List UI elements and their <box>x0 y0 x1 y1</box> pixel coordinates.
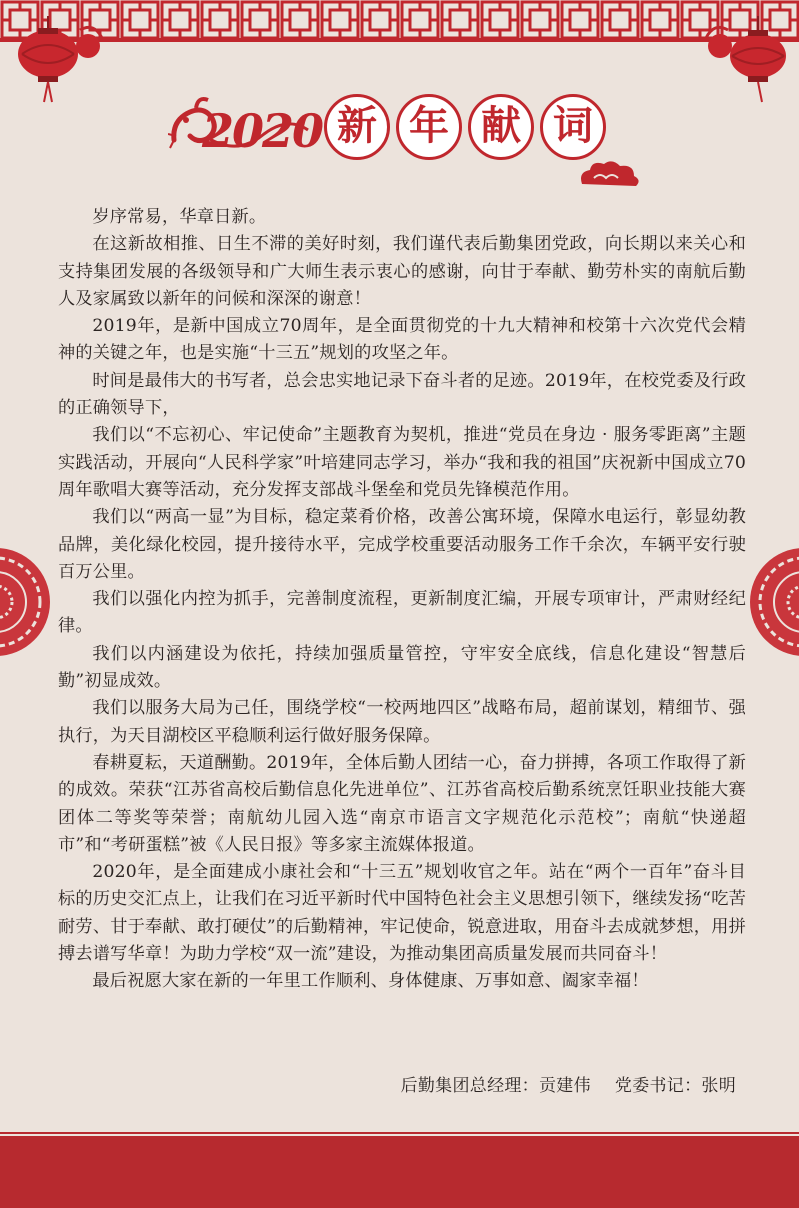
paragraph: 时间是最伟大的书写者，总会忠实地记录下奋斗者的足迹。2019年，在校党委及行政的正确领导下， <box>58 370 746 419</box>
title-char-xian: 献 <box>468 94 534 160</box>
medallion-icon <box>748 546 799 658</box>
footer-divider <box>0 1132 799 1134</box>
cloud-icon <box>578 158 642 192</box>
paragraph: 2020年，是全面建成小康社会和“十三五”规划收官之年。站在“两个一百年”奋斗目标的历史交汇点上，让我们在习近平新时代中国特色社会主义思想引领下，继续发扬“吃苦耐劳、甘于奉献、敢打硬仗”的后勤精神，牢记使命，锐意进取，用奋斗去成就梦想，用拼搏去谱写华章！为助力学校“双一流”建设，为推动集团高质量发展而共同奋斗！ <box>58 862 746 965</box>
title-banner <box>168 80 608 180</box>
paragraph: 我们以“两高一显”为目标，稳定菜肴价格，改善公寓环境，保障水电运行，彰显幼教品牌，美化绿化校园，提升接待水平，完成学校重要活动服务工作千余次，车辆平安行驶百万公里。 <box>58 507 746 582</box>
paragraph: 最后祝愿大家在新的一年里工作顺利、身体健康、万事如意、阖家幸福！ <box>92 971 649 992</box>
paragraph: 在这新故相推、日生不滞的美好时刻，我们谨代表后勤集团党政，向长期以来关心和支持集团发展的各级领导和广大师生表示衷心的感谢，向甘于奉献、勤劳朴实的南航后勤人及家属致以新年的问候和深深的谢意！ <box>58 234 746 309</box>
signature <box>58 1073 736 1099</box>
title-char-ci: 词 <box>540 94 606 160</box>
medallion-icon <box>0 546 52 658</box>
lantern-icon <box>8 16 108 106</box>
paragraph: 我们以“不忘初心、牢记使命”主题教育为契机，推进“党员在身边 · 服务零距离”主题实践活动，开展向“人民科学家”叶培建同志学习，举办“我和我的祖国”庆祝新中国成立70周年歌唱大赛等活动，充分发挥支部战斗堡垒和党员先锋模范作用。 <box>58 425 746 500</box>
lattice-border-icon <box>0 0 799 44</box>
paragraph: 岁序常易，华章日新。 <box>92 207 267 227</box>
footer-band <box>0 1136 799 1208</box>
signature-secretary: 党委书记：张明 <box>614 1076 736 1096</box>
letter-body <box>58 204 746 996</box>
lantern-icon <box>698 16 798 106</box>
year-script: 2020 <box>202 104 323 158</box>
title-char-xin: 新 <box>324 94 390 160</box>
signature-manager: 后勤集团总经理：贡建伟 <box>400 1076 591 1096</box>
paragraph: 2019年，是新中国成立70周年，是全面贯彻党的十九大精神和校第十六次党代会精神的关键之年，也是实施“十三五”规划的攻坚之年。 <box>58 316 746 364</box>
title-char-nian: 年 <box>396 94 462 160</box>
paragraph: 我们以服务大局为己任，围绕学校“一校两地四区”战略布局，超前谋划，精细节、强执行，为天目湖校区平稳顺利运行做好服务保障。 <box>58 698 746 746</box>
paragraph: 我们以内涵建设为依托，持续加强质量管控，守牢安全底线，信息化建设“智慧后勤”初显成效。 <box>58 643 746 692</box>
paragraph: 我们以强化内控为抓手，完善制度流程，更新制度汇编，开展专项审计，严肃财经纪律。 <box>58 589 746 637</box>
paragraph: 春耕夏耘，天道酬勤。2019年，全体后勤人团结一心，奋力拼搏，各项工作取得了新的成效。荣获“江苏省高校后勤信息化先进单位”、江苏省高校后勤系统烹饪职业技能大赛团体二等奖等荣誉；南航幼儿园入选“南京市语言文字规范化示范校”；南航“快递超市”和“考研蛋糕”被《人民日报》等多家主流媒体报道。 <box>58 752 746 855</box>
